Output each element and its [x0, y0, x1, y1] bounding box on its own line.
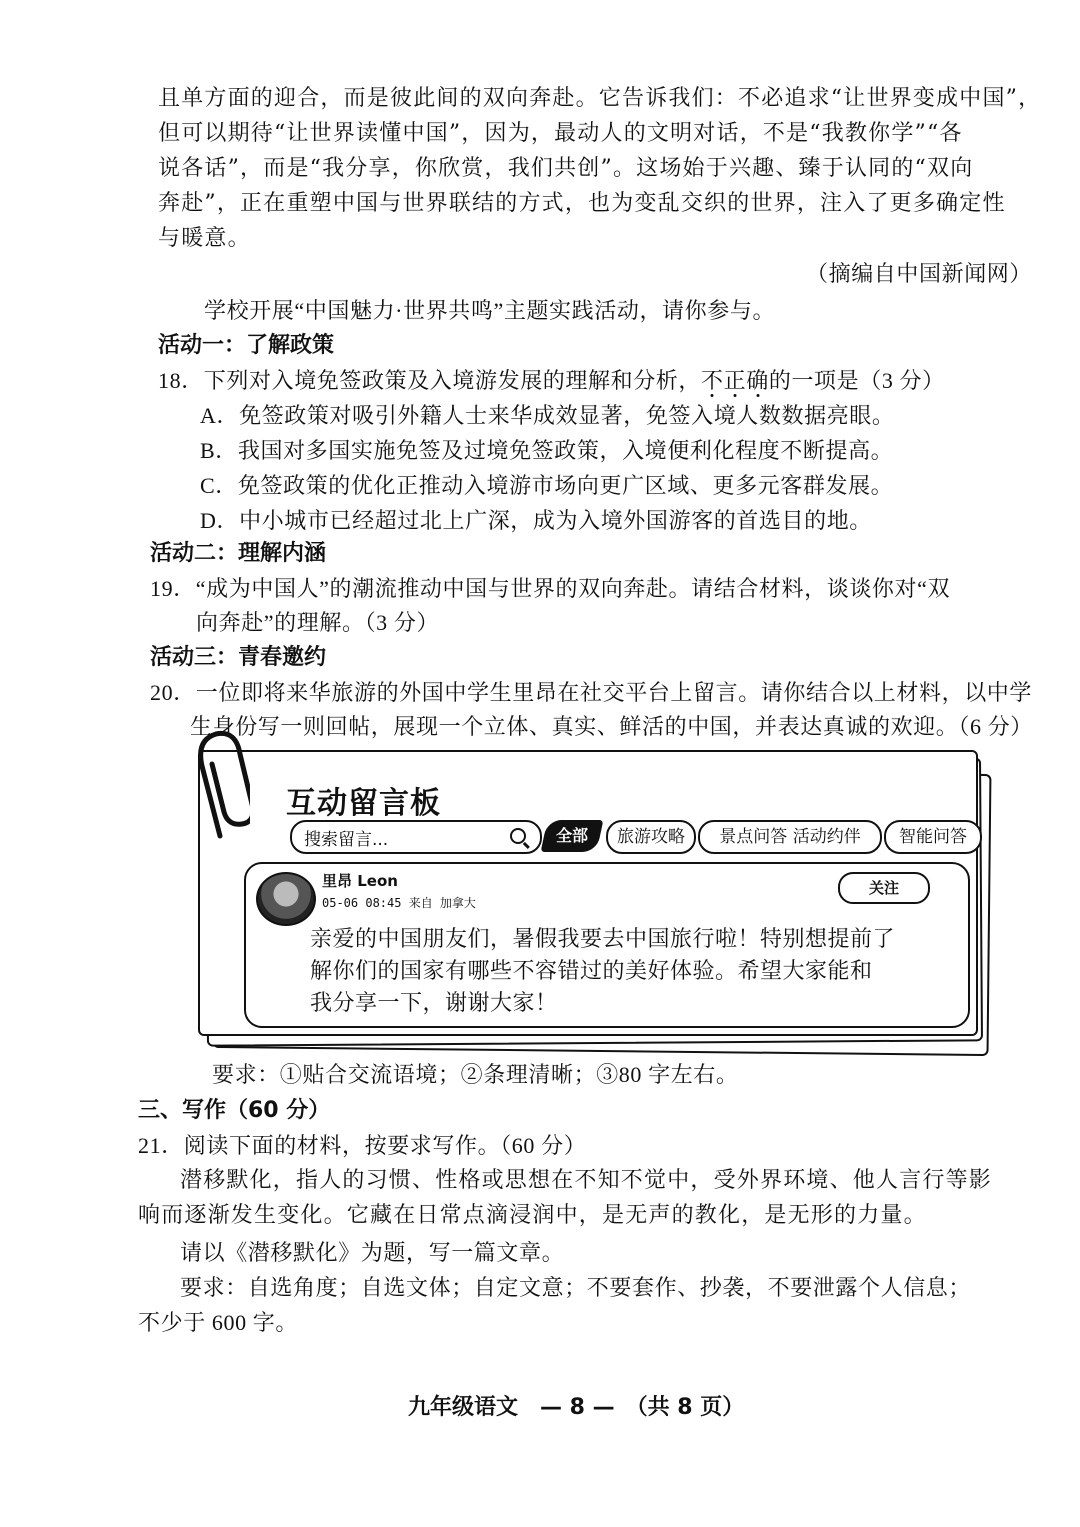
board-search-input[interactable] [290, 820, 542, 854]
question-20-line-1: 20．一位即将来华旅游的外国中学生里昂在社交平台上留言。请你结合以上材料，以中学 [150, 680, 1033, 705]
q21-prompt: 请以《潜移默化》为题，写一篇文章。 [180, 1240, 565, 1265]
question-21-stem: 21．阅读下面的材料，按要求写作。（60 分） [138, 1133, 587, 1158]
emphasis-char-1: 不 [701, 368, 724, 393]
q18-stem-after: 的一项是（3 分） [768, 368, 945, 393]
q18-option-a: A．免签政策对吸引外籍人士来华成效显著，免签入境人数数据亮眼。 [200, 403, 895, 428]
post-text-line-1: 亲爱的中国朋友们，暑假我要去中国旅行啦！特别想提前了 [310, 927, 896, 952]
follow-button[interactable]: 关注 [838, 872, 930, 904]
question-19-line-2: 向奔赴”的理解。（3 分） [196, 610, 440, 635]
question-19-line-1: 19．“成为中国人”的潮流推动中国与世界的双向奔赴。请结合材料，谈谈你对“双 [150, 576, 951, 601]
activity-2-heading: 活动二：理解内涵 [150, 541, 327, 566]
passage-line-1: 且单方面的迎合，而是彼此间的双向奔赴。它告诉我们：不必追求“让世界变成中国”， [158, 86, 1042, 111]
q18-stem-before: 18．下列对入境免签政策及入境游发展的理解和分析， [158, 368, 702, 393]
post-meta: 05-06 08:45 来自 加拿大 [322, 896, 476, 910]
message-board-illustration [190, 740, 990, 1055]
q21-material-line-1: 潜移默化，指人的习惯、性格或思想在不知不觉中，受外界环境、他人言行等影 [180, 1168, 993, 1193]
q18-option-c: C．免签政策的优化正推动入境游市场向更广区域、更多元客群发展。 [200, 473, 894, 498]
search-icon[interactable] [510, 828, 526, 844]
avatar[interactable] [256, 872, 316, 926]
tab-all-label: 全部 [555, 826, 588, 845]
post-text-line-3: 我分享一下，谢谢大家！ [310, 991, 558, 1016]
search-placeholder: 搜索留言... [304, 830, 389, 850]
question-18-stem [158, 366, 945, 396]
tab-attractions-activities[interactable]: 景点问答 活动约伴 [698, 820, 882, 854]
q18-option-b: B．我国对多国实施免签及过境免签政策，入境便利化程度不断提高。 [200, 438, 894, 463]
question-20-line-2: 生身份写一则回帖，展现一个立体、真实、鲜活的中国，并表达真诚的欢迎。（6 分） [190, 714, 1033, 739]
page-footer: 九年级语文 — 8 — （共 8 页） [408, 1395, 745, 1420]
emphasis-char-3: 确 [746, 368, 769, 393]
post-username[interactable]: 里昂 Leon [322, 872, 398, 890]
passage-line-5: 与暖意。 [158, 226, 251, 251]
post-card [244, 862, 970, 1028]
paperclip-icon [190, 726, 250, 846]
q21-requirements-line-1: 要求：自选角度；自选文体；自定文意；不要套作、抄袭，不要泄露个人信息； [180, 1275, 972, 1300]
board-title: 互动留言板 [286, 786, 441, 821]
activity-3-heading: 活动三：青春邀约 [150, 645, 327, 670]
q21-material-line-2: 响而逐渐发生变化。它藏在日常点滴浸润中，是无声的教化，是无形的力量。 [138, 1203, 927, 1228]
q21-requirements-line-2: 不少于 600 字。 [138, 1310, 299, 1335]
tab-travel-guide[interactable]: 旅游攻略 [606, 820, 696, 854]
q20-requirements: 要求：①贴合交流语境；②条理清晰；③80 字左右。 [212, 1062, 739, 1087]
passage-line-2: 但可以期待“让世界读懂中国”，因为，最动人的文明对话，不是“我教你学”“各 [158, 121, 963, 146]
activity-1-heading: 活动一：了解政策 [158, 333, 335, 358]
post-text-line-2: 解你们的国家有哪些不容错过的美好体验。希望大家能和 [310, 959, 873, 984]
q18-option-d: D．中小城市已经超过北上广深，成为入境外国游客的首选目的地。 [200, 508, 872, 533]
tab-smart-qa[interactable]: 智能问答 [884, 820, 982, 854]
passage-source: （摘编自中国新闻网） [806, 261, 1033, 286]
passage-line-4: 奔赴”，正在重塑中国与世界联结的方式，也为变乱交织的世界，注入了更多确定性 [158, 191, 1006, 216]
tab-all[interactable] [541, 820, 604, 852]
activity-intro: 学校开展“中国魅力·世界共鸣”主题实践活动，请你参与。 [204, 298, 776, 323]
passage-line-3: 说各话”，而是“我分享，你欣赏，我们共创”。这场始于兴趣、臻于认同的“双向 [158, 156, 974, 181]
section-writing-heading: 三、写作（60 分） [138, 1098, 331, 1123]
emphasis-char-2: 正 [723, 368, 747, 393]
